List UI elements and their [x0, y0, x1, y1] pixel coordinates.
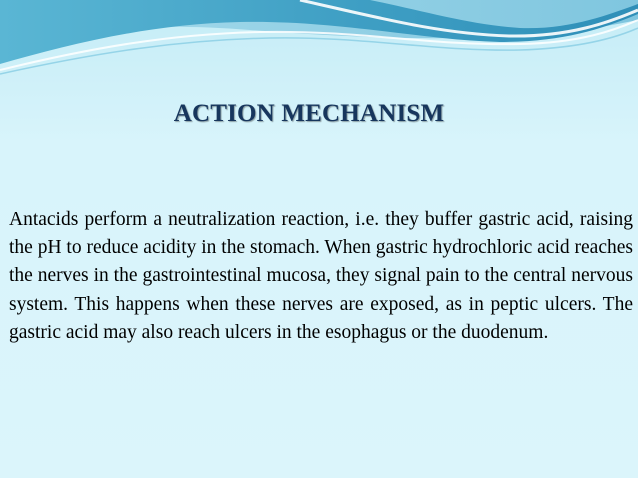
wave-header-decoration [0, 0, 638, 80]
slide-body-text: Antacids perform a neutralization reaction, i.e. they buffer gastric acid, raising the pH to reduce acidity in the stomach. When gastric hydrochloric acid reaches the nerves in the gastrointestinal mucosa, they signal pain to the central nervous system. This happens when these nerves are exposed, as in peptic ulcers. The gastric acid may also reach ulcers in the esophagus or the duodenum. [9, 209, 633, 343]
slide-title: ACTION MECHANISM [173, 100, 445, 127]
